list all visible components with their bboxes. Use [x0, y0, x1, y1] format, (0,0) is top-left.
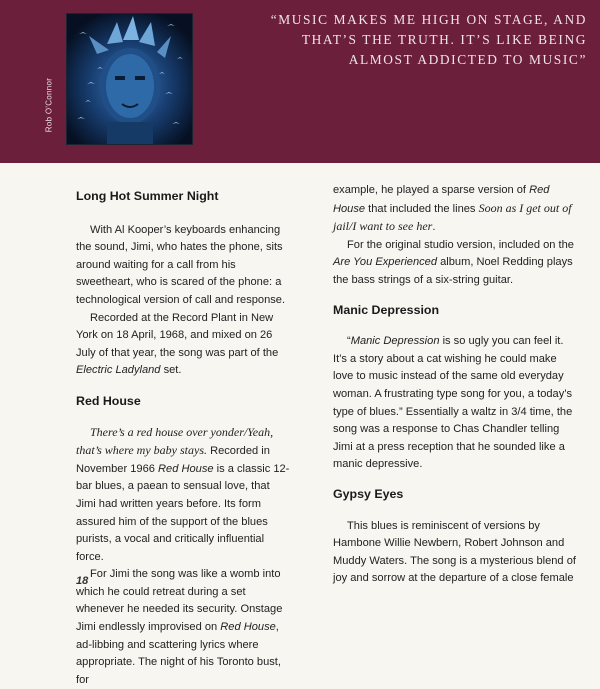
quote-line-3: ALMOST ADDICTED TO MUSIC”: [348, 52, 587, 67]
paragraph: Recorded at the Record Plant in New York on 18 April, 1968, and mixed on 26 July of that year, the song was part of the Electric Ladyland set.: [76, 311, 279, 377]
paragraph: There’s a red house over yonder/Yeah, that’s where my baby stays. Recorded in November 1966 Red House is a classic 12-bar blues, a paean to sensual love, that Jimi had written years before. Its form assured him of the support of the blues purists, a vocal and critically influential force.: [76, 424, 290, 563]
portrait-illustration: [67, 14, 192, 144]
pull-quote: [205, 10, 587, 70]
quote-line-1: “MUSIC MAKES ME HIGH ON STAGE, AND: [270, 12, 587, 27]
page-number: 18: [76, 575, 89, 587]
album-art-image: [66, 13, 193, 145]
left-column: [76, 188, 292, 689]
paragraph: For Jimi the song was like a womb into which he could retreat during a set whenever he needed its security. Onstage Jimi endlessly improvised on Red House, ad-libbing and scattering lyrics where appropriate. The night of his Toronto bust, for: [76, 568, 283, 686]
right-column: [333, 182, 578, 588]
heading-gypsy-eyes: Gypsy Eyes: [333, 486, 404, 501]
photo-credit-text: Rob O'Connor: [44, 77, 54, 133]
heading-red-house: Red House: [76, 393, 141, 408]
photo-credit: [43, 55, 55, 155]
paragraph: With Al Kooper’s keyboards enhancing the sound, Jimi, who hates the phone, sits around waiting for a call from his sweetheart, who is scared of the phone: a technological version of call and response.: [76, 223, 286, 306]
paragraph: “Manic Depression is so ugly you can feel it. It’s a story about a cat wishing he could make love to music instead of the same old everyday woman. A frustrating type song for you, a today’s type of blues.” Essentially a waltz in 3/4 time, the song was a response to Chas Chandler telling Jimi at a press reception that he sounded like a manic depressive.: [333, 335, 573, 471]
heading-long-hot-summer-night: Long Hot Summer Night: [76, 189, 219, 203]
heading-manic-depression: Manic Depression: [333, 302, 440, 317]
paragraph: For the original studio version, included on the Are You Experienced album, Noel Redding plays the bass strings of a six-string guitar.: [333, 238, 574, 286]
quote-line-2: THAT’S THE TRUTH. IT’S LIKE BEING: [301, 32, 587, 47]
paragraph: example, he played a sparse version of Red House that included the lines Soon as I get out of jail/I want to see her.: [333, 184, 572, 234]
paragraph: This blues is reminiscent of versions by Hambone Willie Newbern, Robert Johnson and Muddy Waters. The song is a mysterious blend of joy and sorrow at the departure of a close female: [333, 519, 576, 585]
